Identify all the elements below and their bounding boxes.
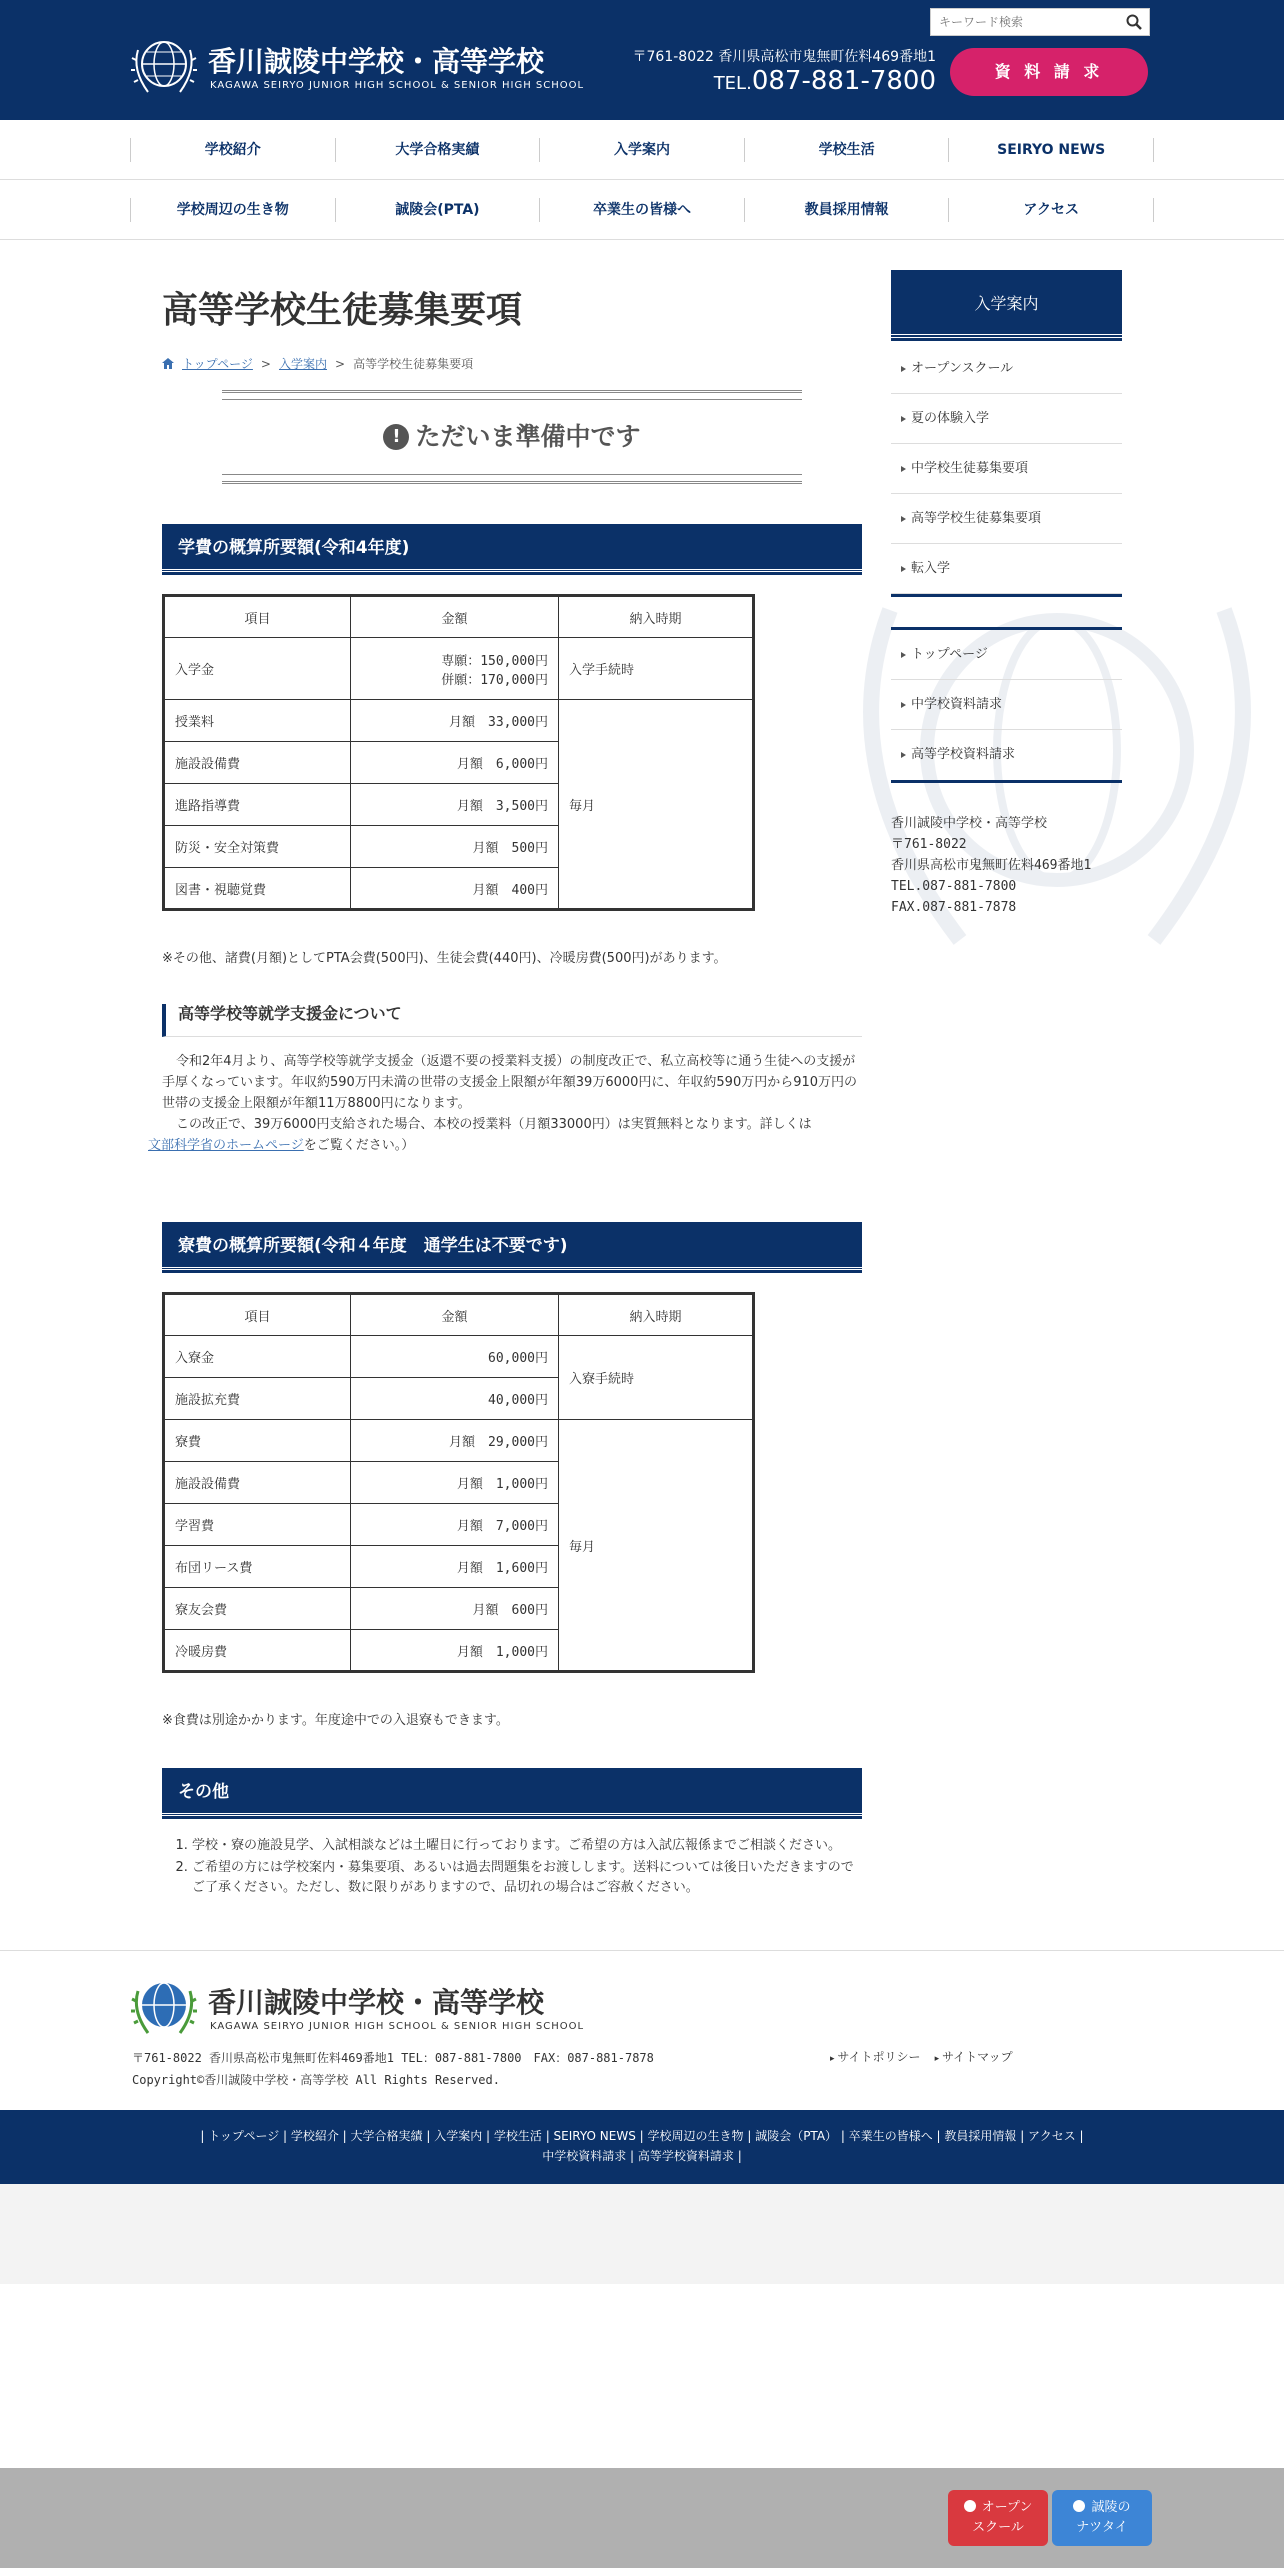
row-item: 冷暖房費 (164, 1630, 351, 1672)
sidebar-menu (891, 344, 1122, 594)
row-timing: 毎月 (559, 1420, 754, 1672)
mext-link[interactable]: 文部科学省のホームページ (148, 1138, 304, 1153)
page-title: 高等学校生徒募集要項 (162, 290, 523, 331)
row-amount: 月額 500円 (351, 826, 559, 868)
button-label: ナツタイ (1076, 2520, 1128, 2535)
global-nav-primary (0, 120, 1284, 180)
row-amount: 40,000円 (351, 1378, 559, 1420)
fee-table (162, 594, 755, 911)
row-amount (351, 638, 559, 700)
row-timing: 入寮手続時 (559, 1336, 754, 1420)
info-line: TEL.087-881-7800 (891, 879, 1017, 894)
row-item: 学習費 (164, 1504, 351, 1546)
arrow-circle-icon (964, 2500, 976, 2512)
site-policy-link[interactable]: ▸ サイトポリシー (830, 2048, 921, 2065)
table-row (164, 700, 754, 742)
breadcrumb (162, 355, 862, 372)
sidebar-item-jh-admission[interactable]: 中学校生徒募集要項 (891, 444, 1122, 494)
sidebar-item-top[interactable]: トップページ (891, 630, 1122, 680)
search-input[interactable] (931, 9, 1111, 35)
row-amount: 月額 7,000円 (351, 1504, 559, 1546)
search-icon[interactable] (1125, 13, 1143, 31)
nav-item-alumni[interactable]: 卒業生の皆様へ (540, 198, 745, 222)
row-item: 授業料 (164, 700, 351, 742)
breadcrumb-current: 高等学校生徒募集要項 (353, 357, 474, 371)
logo-name: 香川誠陵中学校・高等学校 (208, 1986, 545, 2019)
row-amount: 月額 29,000円 (351, 1420, 559, 1462)
fee-heading: 学費の概算所要額(令和4年度) (162, 524, 862, 572)
list-item: 2. ご希望の方には学校案内・募集要項、あるいは過去問題集をお渡しします。送料については後日いただきますのでご了承ください。ただし、数に限りがありますので、品切れの場合はご容赦ください。 (192, 1858, 862, 1898)
breadcrumb-separator: > (260, 356, 271, 371)
natsutai-button[interactable] (1052, 2490, 1152, 2546)
info-line: 〒761-8022 (891, 837, 967, 852)
site-logo[interactable] (130, 30, 585, 102)
tel-label: TEL. (713, 73, 752, 94)
other-list (162, 1836, 862, 1898)
support-heading: 高等学校等就学支援金について (162, 1004, 862, 1037)
header-address: 〒761-8022 香川県高松市鬼無町佐料469番地1 (632, 49, 936, 65)
logo-subtitle: KAGAWA SEIRYO JUNIOR HIGH SCHOOL & SENIOR HIGH SCHOOL (210, 80, 585, 91)
row-item: 入寮金 (164, 1336, 351, 1378)
logo-subtitle: KAGAWA SEIRYO JUNIOR HIGH SCHOOL & SENIOR HIGH SCHOOL (210, 2021, 585, 2032)
home-icon (162, 358, 174, 369)
row-item: 施設拡充費 (164, 1378, 351, 1420)
dorm-note: ※食費は別途かかります。年度途中での入退寮もできます。 (162, 1713, 509, 1728)
global-nav-secondary (0, 180, 1284, 240)
button-label: オープン (981, 2500, 1033, 2515)
request-materials-button[interactable]: 資 料 請 求 (950, 48, 1148, 96)
sidebar-divider (891, 594, 1122, 597)
open-school-button[interactable] (948, 2490, 1048, 2546)
info-line: 香川誠陵中学校・高等学校 (891, 816, 1048, 831)
footer-nav-row[interactable]: | トップページ | 学校紹介 | 大学合格実績 | 入学案内 | 学校生活 | SEIRYO NEWS | 学校周辺の生き物 | 誠陵会（PTA） | 卒業生の皆様へ | 教員採用情報 | アクセス | (200, 2129, 1084, 2143)
row-item: 施設設備費 (164, 1462, 351, 1504)
site-footer (0, 1950, 1284, 2110)
row-item: 防災・安全対策費 (164, 826, 351, 868)
sidebar-item-jh-request[interactable]: 中学校資料請求 (891, 680, 1122, 730)
arrow-circle-icon (1073, 2500, 1085, 2512)
support-paragraph-2 (148, 1114, 862, 1156)
support-text: この改正で、39万6000円支給された場合、本校の授業料（月額33000円）は実質無料となります。詳しくは (176, 1117, 812, 1132)
table-row (164, 638, 754, 700)
footer-logo[interactable] (130, 1971, 585, 2043)
col-item: 項目 (164, 596, 351, 638)
row-amount: 月額 6,000円 (351, 742, 559, 784)
row-item: 寮費 (164, 1420, 351, 1462)
dorm-heading: 寮費の概算所要額(令和４年度 通学生は不要です) (162, 1222, 862, 1270)
breadcrumb-top[interactable]: トップページ (182, 357, 253, 371)
exclamation-icon: ! (383, 424, 409, 450)
row-amount: 月額 600円 (351, 1588, 559, 1630)
row-amount: 月額 400円 (351, 868, 559, 910)
breadcrumb-admissions[interactable]: 入学案内 (278, 357, 327, 371)
col-amount: 金額 (351, 1294, 559, 1336)
footer-spacer (0, 2184, 1284, 2284)
row-amount: 月額 3,500円 (351, 784, 559, 826)
row-amount: 月額 33,000円 (351, 700, 559, 742)
site-header (0, 0, 1284, 120)
search-box (930, 8, 1150, 36)
main-content (148, 270, 862, 1900)
amount-line: 専願：150,000円 (441, 653, 548, 669)
row-amount: 60,000円 (351, 1336, 559, 1378)
nav-item-creatures[interactable]: 学校周辺の生き物 (131, 198, 336, 222)
nav-item-pta[interactable]: 誠陵会(PTA) (336, 198, 541, 222)
sidebar-item-hs-admission[interactable]: 高等学校生徒募集要項 (891, 494, 1122, 544)
copyright: Copyright©香川誠陵中学校・高等学校 All Rights Reserved. (132, 2073, 500, 2087)
row-item: 布団リース費 (164, 1546, 351, 1588)
col-timing: 納入時期 (559, 596, 754, 638)
button-label: 誠陵の (1091, 2500, 1131, 2515)
footer-links (830, 2048, 1013, 2065)
row-item: 進路指導費 (164, 784, 351, 826)
nav-item-school-intro[interactable]: 学校紹介 (131, 138, 336, 162)
sitemap-link[interactable]: ▸ サイトマップ (935, 2048, 1013, 2065)
other-heading: その他 (162, 1768, 862, 1816)
sidebar-item-summer-trial[interactable]: 夏の体験入学 (891, 394, 1122, 444)
preparing-text: ただいま準備中です (415, 422, 641, 451)
fee-note: ※その他、諸費(月額)としてPTA会費(500円)、生徒会費(440円)、冷暖房費(500円)があります。 (162, 951, 727, 966)
row-item: 入学金 (164, 638, 351, 700)
col-amount: 金額 (351, 596, 559, 638)
row-amount: 月額 1,000円 (351, 1462, 559, 1504)
header-tel (690, 66, 936, 96)
row-amount: 月額 1,600円 (351, 1546, 559, 1588)
info-line: FAX.087-881-7878 (891, 900, 1017, 915)
sidebar-item-open-school[interactable]: オープンスクール (891, 344, 1122, 394)
nav-item-recruitment[interactable]: 教員採用情報 (745, 198, 950, 222)
footer-address: 〒761-8022 香川県高松市鬼無町佐料469番地1 TEL：087-881-7800 FAX：087-881-7878 (132, 2051, 654, 2065)
row-item: 寮友会費 (164, 1588, 351, 1630)
logo-name: 香川誠陵中学校・高等学校 (208, 45, 545, 78)
sidebar-info (891, 813, 1122, 918)
support-paragraph-1: 令和2年4月より、高等学校等就学支援金（返還不要の授業料支援）の制度改正で、私立高校等に通う生徒への支援が手厚くなっています。年収約590万円未満の世帯の支援金上限額が年額39万6000円に、年収約590万円から910万円の世帯の支援金上限額が年額11万8800円になります。 (162, 1054, 858, 1111)
table-header-row (164, 1294, 754, 1336)
info-line: 香川県高松市鬼無町佐料469番地1 (891, 858, 1092, 873)
table-row (164, 1336, 754, 1378)
sidebar-item-hs-request[interactable]: 高等学校資料請求 (891, 730, 1122, 780)
row-amount: 月額 1,000円 (351, 1630, 559, 1672)
school-emblem-icon (130, 1971, 198, 2043)
footer-nav (0, 2110, 1284, 2184)
nav-item-admissions[interactable]: 入学案内 (540, 138, 745, 162)
row-item: 施設設備費 (164, 742, 351, 784)
button-label: スクール (972, 2520, 1024, 2535)
nav-item-university-results[interactable]: 大学合格実績 (336, 138, 541, 162)
dorm-table (162, 1292, 755, 1673)
school-emblem-icon (130, 30, 198, 102)
sidebar (891, 270, 1122, 918)
col-timing: 納入時期 (559, 1294, 754, 1336)
amount-line: 併願：170,000円 (441, 672, 548, 688)
support-text-end: をご覧ください。） (303, 1138, 415, 1153)
nav-item-school-life[interactable]: 学校生活 (745, 138, 950, 162)
table-header-row (164, 596, 754, 638)
table-row (164, 1420, 754, 1462)
sidebar-menu-2 (891, 627, 1122, 783)
row-item: 図書・視聴覚費 (164, 868, 351, 910)
tel-number: 087-881-7800 (751, 66, 936, 96)
footer-nav-row[interactable]: 中学校資料請求 | 高等学校資料請求 | (542, 2149, 742, 2163)
list-item: 1. 学校・寮の施設見学、入試相談などは土曜日に行っております。ご希望の方は入試広報係までご相談ください。 (192, 1836, 862, 1856)
row-timing: 入学手続時 (559, 638, 754, 700)
sidebar-heading: 入学案内 (891, 270, 1122, 338)
nav-item-seiryo-news[interactable]: SEIRYO NEWS (949, 138, 1154, 162)
preparing-notice (222, 390, 802, 484)
col-item: 項目 (164, 1294, 351, 1336)
breadcrumb-separator: > (335, 356, 346, 371)
nav-item-access[interactable]: アクセス (949, 198, 1154, 222)
sidebar-item-transfer[interactable]: 転入学 (891, 544, 1122, 594)
row-timing: 毎月 (559, 700, 754, 910)
